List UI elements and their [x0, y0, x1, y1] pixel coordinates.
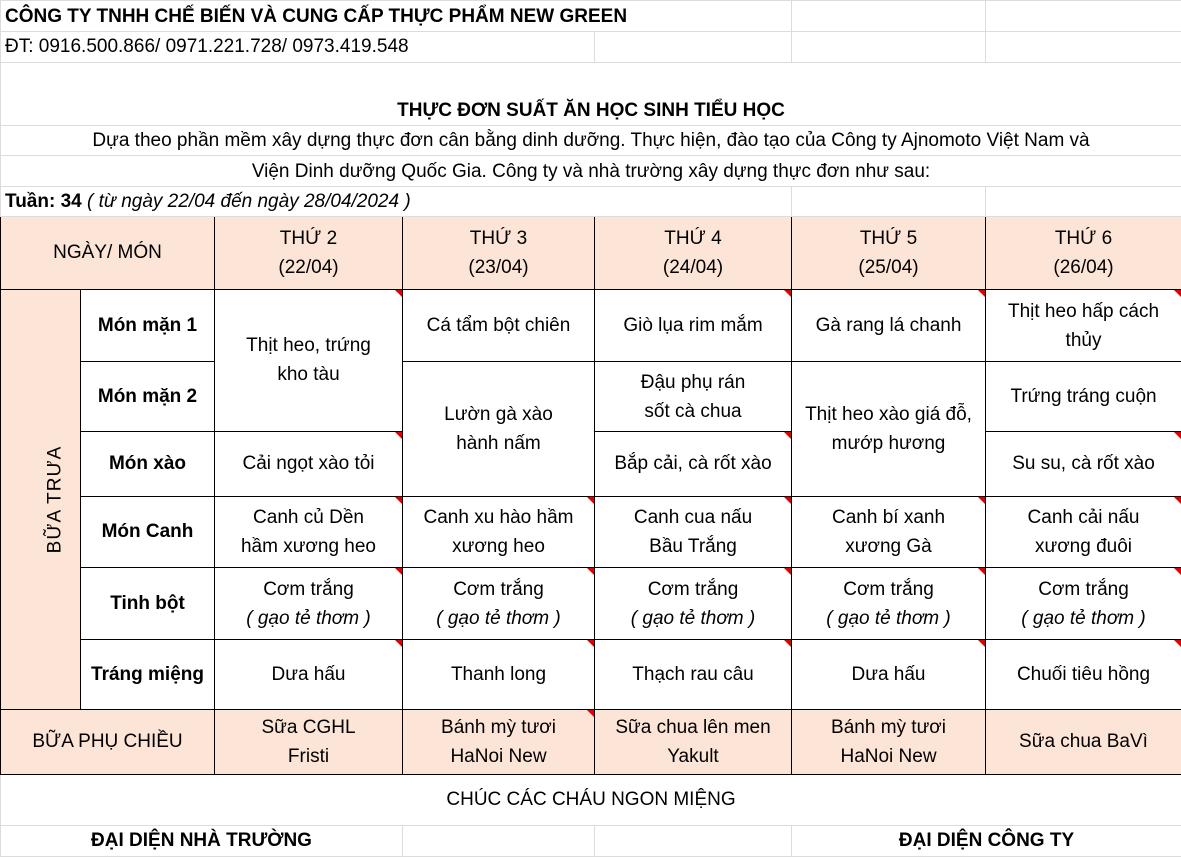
comment-marker — [395, 568, 402, 575]
dish-thu-man2-xao: Thịt heo xào giá đỗ, mướp hương — [792, 362, 986, 496]
comment-marker — [1174, 432, 1181, 439]
dish-wed-canh: Canh cua nấu Bầu Trắng — [595, 496, 792, 568]
meal-snack-label: BỮA PHỤ CHIỀU — [1, 709, 215, 775]
dish-tue-man2-xao: Lườn gà xào hành nấm — [403, 362, 595, 496]
row-label-trangmieng: Tráng miệng — [81, 639, 215, 709]
comment-marker — [587, 710, 594, 717]
description-line-2: Viện Dinh dưỡng Quốc Gia. Công ty và nhà trường xây dựng thực đơn như sau: — [1, 156, 1181, 186]
corner-header: NGÀY/ MÓN — [1, 217, 215, 290]
snack-wed: Sữa chua lên men Yakult — [595, 709, 792, 775]
row-label-xao: Món xào — [81, 431, 215, 496]
dish-tue-canh: Canh xu hào hầm xương heo — [403, 496, 595, 568]
day-header-fri: THỨ 6 (26/04) — [986, 217, 1181, 290]
comment-marker — [395, 497, 402, 504]
comment-marker — [784, 640, 791, 647]
day-header-thu: THỨ 5 (25/04) — [792, 217, 986, 290]
dish-thu-canh: Canh bí xanh xương Gà — [792, 496, 986, 568]
comment-marker — [978, 640, 985, 647]
dish-thu-trangmieng: Dưa hấu — [792, 639, 986, 709]
row-label-tinhbot: Tinh bột — [81, 568, 215, 640]
comment-marker — [395, 640, 402, 647]
week-range: ( từ ngày 22/04 đến ngày 28/04/2024 ) — [81, 190, 411, 212]
dish-wed-xao: Bắp cải, cà rốt xào — [595, 431, 792, 496]
snack-tue: Bánh mỳ tươi HaNoi New — [403, 709, 595, 775]
comment-marker — [784, 432, 791, 439]
description-line-1: Dựa theo phần mềm xây dựng thực đơn cân bằng dinh dưỡng. Thực hiện, đào tạo của Công ty Ajnomoto Việt Nam và — [1, 126, 1181, 156]
dish-mon-canh: Canh củ Dền hầm xương heo — [215, 496, 403, 568]
dish-mon-tinhbot: Cơm trắng ( gạo tẻ thơm ) — [215, 568, 403, 640]
dish-fri-man1: Thịt heo hấp cách thủy — [986, 289, 1181, 362]
dish-wed-man1: Giò lụa rim mắm — [595, 289, 792, 362]
dish-fri-canh: Canh cải nấu xương đuôi — [986, 496, 1181, 568]
row-label-man2: Món mặn 2 — [81, 362, 215, 432]
meal-lunch-label: BỮA TRƯA — [1, 289, 81, 709]
school-representative: ĐẠI DIỆN NHÀ TRƯỜNG — [1, 825, 403, 856]
day-header-tue: THỨ 3 (23/04) — [403, 217, 595, 290]
day-header-mon: THỨ 2 (22/04) — [215, 217, 403, 290]
dish-thu-man1: Gà rang lá chanh — [792, 289, 986, 362]
dish-mon-trangmieng: Dưa hấu — [215, 639, 403, 709]
company-representative: ĐẠI DIỆN CÔNG TY — [792, 825, 1181, 856]
dish-wed-man2: Đậu phụ rán sốt cà chua — [595, 362, 792, 432]
dish-wed-tinhbot: Cơm trắng ( gạo tẻ thơm ) — [595, 568, 792, 640]
snack-thu: Bánh mỳ tươi HaNoi New — [792, 709, 986, 775]
row-label-man1: Món mặn 1 — [81, 289, 215, 362]
snack-mon: Sữa CGHL Fristi — [215, 709, 403, 775]
dish-tue-man1: Cá tẩm bột chiên — [403, 289, 595, 362]
comment-marker — [978, 290, 985, 297]
dish-fri-xao: Su su, cà rốt xào — [986, 431, 1181, 496]
comment-marker — [587, 568, 594, 575]
dish-thu-tinhbot: Cơm trắng ( gạo tẻ thơm ) — [792, 568, 986, 640]
comment-marker — [1174, 290, 1181, 297]
comment-marker — [395, 290, 402, 297]
comment-marker — [1174, 640, 1181, 647]
day-header-wed: THỨ 4 (24/04) — [595, 217, 792, 290]
dish-fri-man2: Trứng tráng cuộn — [986, 362, 1181, 432]
dish-wed-trangmieng: Thạch rau câu — [595, 639, 792, 709]
phone-numbers: ĐT: 0916.500.866/ 0971.221.728/ 0973.419.548 — [1, 32, 595, 62]
row-label-canh: Món Canh — [81, 496, 215, 568]
dish-mon-xao: Cải ngọt xào tỏi — [215, 431, 403, 496]
comment-marker — [1174, 497, 1181, 504]
company-name: CÔNG TY TNHH CHẾ BIẾN VÀ CUNG CẤP THỰC PHẨM NEW GREEN — [1, 1, 792, 32]
comment-marker — [587, 497, 594, 504]
dish-fri-tinhbot: Cơm trắng ( gạo tẻ thơm ) — [986, 568, 1181, 640]
week-label: Tuần: 34 — [5, 190, 82, 212]
page-title: THỰC ĐƠN SUẤT ĂN HỌC SINH TIỂU HỌC — [1, 62, 1181, 126]
dish-tue-tinhbot: Cơm trắng ( gạo tẻ thơm ) — [403, 568, 595, 640]
comment-marker — [784, 568, 791, 575]
comment-marker — [978, 568, 985, 575]
comment-marker — [587, 640, 594, 647]
week-info — [1, 186, 792, 216]
comment-marker — [978, 497, 985, 504]
slogan: CHÚC CÁC CHÁU NGON MIỆNG — [1, 775, 1181, 825]
comment-marker — [1174, 568, 1181, 575]
snack-fri: Sữa chua BaVì — [986, 709, 1181, 775]
comment-marker — [395, 432, 402, 439]
dish-mon-man: Thịt heo, trứng kho tàu — [215, 289, 403, 431]
dish-tue-trangmieng: Thanh long — [403, 639, 595, 709]
comment-marker — [784, 290, 791, 297]
dish-fri-trangmieng: Chuối tiêu hồng — [986, 639, 1181, 709]
comment-marker — [784, 497, 791, 504]
